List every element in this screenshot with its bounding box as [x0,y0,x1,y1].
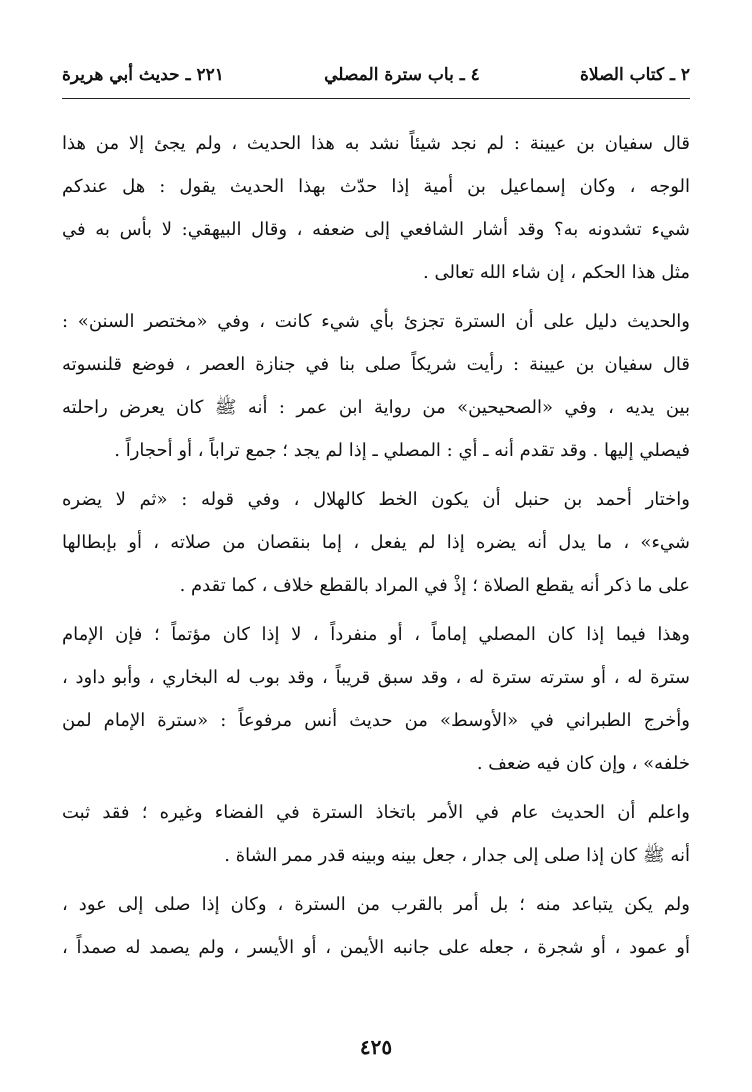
text-line: على ما ذكر أنه يقطع الصلاة ؛ إذْ في المراد بالقطع خلاف ، كما تقدم . [179,575,690,596]
text-line: بين يديه ، وفي «الصحيحين» من رواية ابن عمر : أنه ﷺ كان يعرض راحلته [62,397,690,418]
page-number: ٤٢٥ [359,1035,393,1059]
header-divider [62,98,690,99]
text-line: خلفه» ، وإن كان فيه ضعف . [476,753,690,774]
paragraph-5 [62,791,690,877]
text-line: قال سفيان بن عيينة : لم نجد شيئاً نشد به هذا الحديث ، ولم يجئ إلا من هذا [62,133,690,154]
text-line: وأخرج الطبراني في «الأوسط» من حديث أنس مرفوعاً : «سترة الإمام لمن [62,710,690,731]
text-line: أنه ﷺ كان إذا صلى إلى جدار ، جعل بينه وبينه قدر ممر الشاة . [224,845,690,866]
running-header [62,58,690,92]
text-line: فيصلي إليها . وقد تقدم أنه ـ أي : المصلي ـ إذا لم يجد ؛ جمع تراباً ، أو أحجاراً . [114,440,690,461]
text-line: الوجه ، وكان إسماعيل بن أمية إذا حدّث بهذا الحديث يقول : هل عندكم [62,176,690,197]
header-chapter: ٢ ـ كتاب الصلاة [580,65,690,85]
text-line: شيء تشدونه به؟ وقد أشار الشافعي إلى ضعفه ، وقال البيهقي: لا بأس به في [62,219,690,240]
text-line: شيء» ، ما يدل أنه يضره إذا لم يفعل ، إما بنقصان من صلاته ، أو بإبطالها [62,532,690,553]
text-line: واختار أحمد بن حنبل أن يكون الخط كالهلال ، وفي قوله : «ثم لا يضره [62,489,690,510]
paragraph-4 [62,613,690,785]
text-line: أو عمود ، أو شجرة ، جعله على جانبه الأيمن ، أو الأيسر ، ولم يصمد له صمداً ، [62,937,690,958]
text-line: وهذا فيما إذا كان المصلي إماماً ، أو منفرداً ، لا إذا كان مؤتماً ؛ فإن الإمام [62,624,690,645]
paragraph-1 [62,122,690,294]
text-line: مثل هذا الحكم ، إن شاء الله تعالى . [423,262,690,283]
page-body [62,122,690,975]
paragraph-6 [62,883,690,969]
text-line: سترة له ، أو سترته سترة له ، وقد سبق قريباً ، وقد بوب له البخاري ، وأبو داود ، [62,667,690,688]
text-line: قال سفيان بن عيينة : رأيت شريكاً صلى بنا في جنازة العصر ، فوضع قلنسوته [62,354,690,375]
text-line: واعلم أن الحديث عام في الأمر باتخاذ السترة في الفضاء وغيره ؛ فقد ثبت [62,802,690,823]
paragraph-3 [62,478,690,607]
header-section: ٤ ـ باب سترة المصلي [324,65,480,85]
paragraph-2 [62,300,690,472]
text-line: والحديث دليل على أن السترة تجزئ بأي شيء كانت ، وفي «مختصر السنن» : [62,311,690,332]
header-hadith: ٢٢١ ـ حديث أبي هريرة [62,65,224,85]
text-line: ولم يكن يتباعد منه ؛ بل أمر بالقرب من السترة ، وكان إذا صلى إلى عود ، [62,894,690,915]
